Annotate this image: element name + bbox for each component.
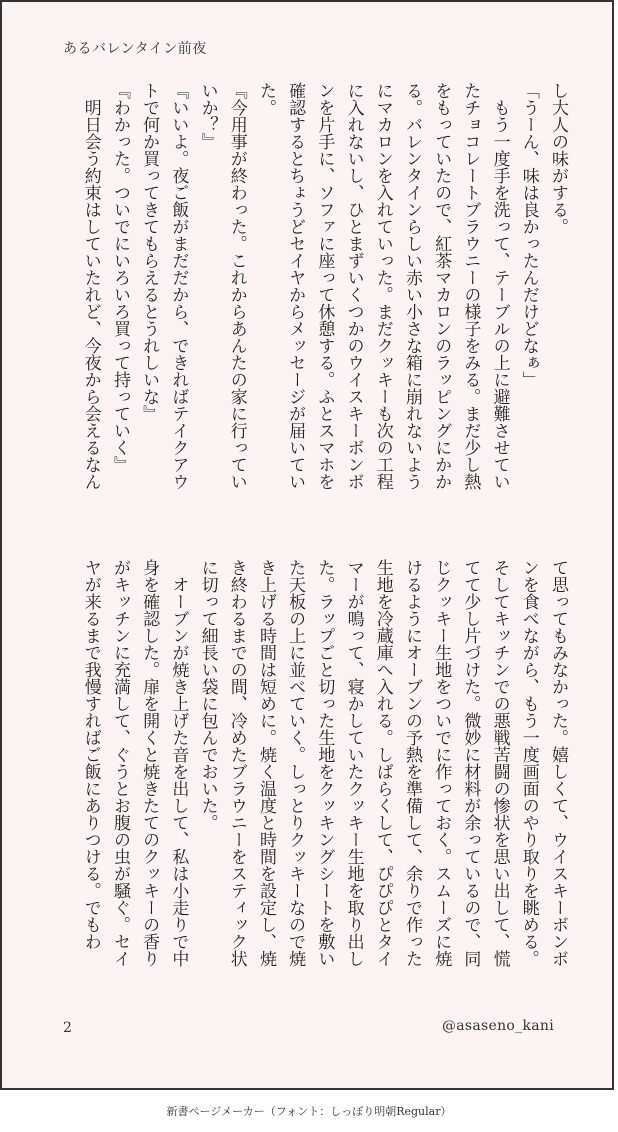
text-column: た。ラップごと切った生地をクッキングシートを敷い: [314, 559, 335, 967]
text-column: ンを食べながら、もう一度画面のやり取りを眺める。: [518, 559, 539, 967]
text-column: そしてキッチンでの悪戦苦闘の惨状を思い出して、慌: [489, 559, 510, 967]
author-credit: @asaseno_kani: [441, 1018, 554, 1034]
text-column: ンを片手に、ソファに座って休憩する。ふとスマホを: [314, 82, 335, 490]
text-column: 『いいよ。夜ご飯がまだだから、できればテイクアウ: [168, 82, 189, 490]
text-block-bottom: [60, 559, 572, 1001]
text-column: オーブンが焼き上げた音を出して、私は小走りで中: [168, 559, 189, 967]
chapter-title: あるバレンタイン前夜: [63, 41, 207, 57]
text-column: て思ってもみなかった。嬉しくて、ウイスキーボンボ: [548, 559, 568, 967]
maker-credit: 新書ページメーカー（フォント：しっぽり明朝Regular）: [166, 1105, 452, 1118]
text-column: し大人の味がする。: [548, 82, 568, 235]
text-column: 『今用事が終わった。これからあんたの家に行ってい: [226, 82, 247, 490]
text-column: てて少し片づけた。微妙に材料が余っているので、同: [460, 559, 481, 967]
text-column: に入れないし、ひとまずいくつかのウイスキーボンボ: [343, 82, 364, 490]
text-column: じクッキー生地をついでに作っておく。スムーズに焼: [431, 559, 452, 967]
text-column: き上げる時間は短めに。焼く温度と時間を設定し、焼: [255, 559, 276, 967]
text-column: 確認するとちょうどセイヤからメッセージが届いてい: [285, 82, 306, 490]
text-column: 『わかった。ついでにいろいろ買って持っていく』: [109, 82, 130, 473]
text-column: 明日会う約束はしていたれど、今夜から会えるなん: [80, 82, 101, 490]
text-column: たチョコレートブラウニーの様子をみる。まだ少し熱: [460, 82, 481, 490]
text-column: に切って細長い袋に包んでおいた。: [197, 559, 218, 831]
text-column: もう一度手を洗って、テーブルの上に避難させてい: [489, 82, 510, 490]
text-column: 「うーん、味は良かったんだけどなぁ」: [518, 82, 539, 388]
text-column: 生地を冷蔵庫へ入れる。しばらくして、ぴぴぴとタイ: [372, 559, 393, 967]
text-column: がキッチンに充満して、ぐうとお腹の虫が騒ぐ。セイ: [109, 559, 130, 967]
text-column: た天板の上に並べていく。しっとりクッキーなので焼: [285, 559, 306, 967]
text-column: ヤが来るまで我慢すればご飯にありつける。でもわ: [80, 559, 101, 950]
page-number: 2: [63, 1020, 72, 1036]
text-column: をもっていたので、紅茶マカロンのラッピングにかか: [431, 82, 452, 490]
text-column: トで何か買ってきてもらえるとうれしいな』: [139, 82, 160, 422]
text-column: にマカロンを入れていった。まだクッキーも次の工程: [372, 82, 393, 490]
text-block-top: [60, 82, 572, 524]
text-column: マーが鳴って、寝かしていたクッキー生地を取り出し: [343, 559, 364, 967]
text-column: 身を確認した。扉を開くと焼きたてのクッキーの香り: [139, 559, 160, 967]
text-column: た。: [255, 82, 276, 116]
text-column: けるようにオーブンの予熱を準備して、余りで作った: [401, 559, 422, 967]
text-column: き終わるまでの間、冷めたブラウニーをスティック状: [226, 559, 247, 967]
text-column: る。バレンタインらしい赤い小さな箱に崩れないよう: [401, 82, 422, 490]
text-column: いか？』: [197, 82, 218, 150]
